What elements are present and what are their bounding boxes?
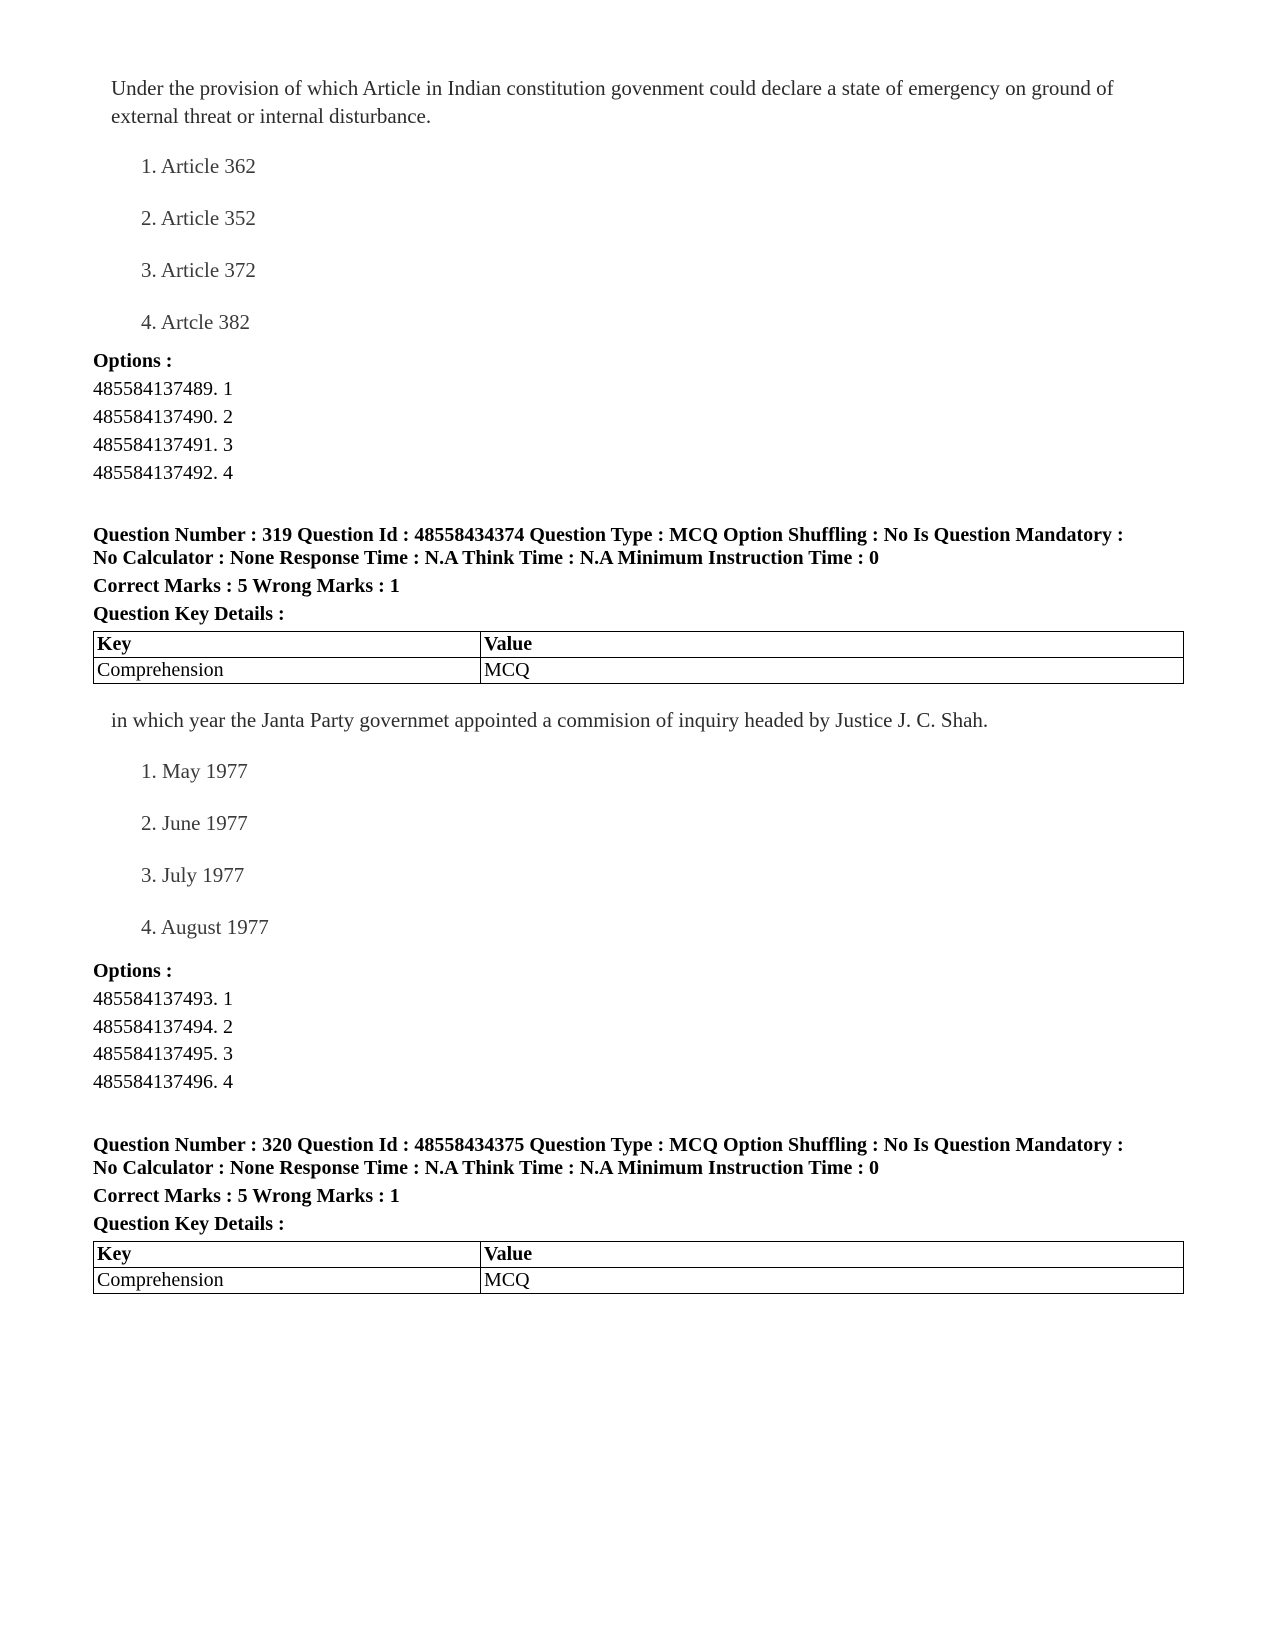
key-details-label: Question Key Details :: [93, 603, 285, 625]
table-cell-value: MCQ: [481, 658, 1184, 684]
option-id-line: 485584137496. 4: [93, 1071, 233, 1093]
key-value-table: [93, 1241, 1184, 1294]
question-meta-line1: Question Number : 319 Question Id : 48558434374 Question Type : MCQ Option Shuffling : No Is Question Mandatory :: [93, 524, 1124, 546]
option-id-line: 485584137489. 1: [93, 378, 233, 400]
table-header-value: Value: [481, 1242, 1184, 1268]
question-text-1: Under the provision of which Article in Indian constitution govenment could declare a state of emergency on ground of external threat or internal disturbance.: [111, 76, 1114, 128]
marks-line: Correct Marks : 5 Wrong Marks : 1: [93, 1185, 400, 1207]
options-label: Options :: [93, 960, 173, 982]
option-id-line: 485584137495. 3: [93, 1043, 233, 1065]
table-cell-value: MCQ: [481, 1268, 1184, 1294]
choice-item: 3. Article 372: [141, 258, 256, 282]
question-meta: [93, 524, 1193, 570]
table-header-key: Key: [94, 1242, 481, 1268]
table-header-row: [94, 1242, 1184, 1268]
table-row: [94, 658, 1184, 684]
choice-item: 4. Artcle 382: [141, 310, 251, 334]
choice-item: 2. June 1977: [141, 811, 248, 835]
choice-item: 3. July 1977: [141, 863, 245, 887]
question-meta-line2: No Calculator : None Response Time : N.A Think Time : N.A Minimum Instruction Time : 0: [93, 547, 879, 569]
key-details-label: Question Key Details :: [93, 1213, 285, 1235]
question-meta: [93, 1134, 1193, 1180]
option-id-line: 485584137491. 3: [93, 434, 233, 456]
choice-item: 2. Article 352: [141, 206, 256, 230]
table-header-key: Key: [94, 632, 481, 658]
question-meta-line2: No Calculator : None Response Time : N.A Think Time : N.A Minimum Instruction Time : 0: [93, 1157, 879, 1179]
table-cell-key: Comprehension: [94, 658, 481, 684]
option-id-line: 485584137494. 2: [93, 1016, 233, 1038]
choice-item: 4. August 1977: [141, 915, 269, 939]
option-id-line: 485584137493. 1: [93, 988, 233, 1010]
table-cell-key: Comprehension: [94, 1268, 481, 1294]
option-id-line: 485584137492. 4: [93, 462, 233, 484]
option-id-line: 485584137490. 2: [93, 406, 233, 428]
question-text-319: in which year the Janta Party governmet appointed a commision of inquiry headed by Justice J. C. Shah.: [111, 708, 989, 732]
table-row: [94, 1268, 1184, 1294]
marks-line: Correct Marks : 5 Wrong Marks : 1: [93, 575, 400, 597]
choice-item: 1. May 1977: [141, 759, 248, 783]
key-value-table: [93, 631, 1184, 684]
choice-item: 1. Article 362: [141, 154, 256, 178]
options-label: Options :: [93, 350, 173, 372]
question-meta-line1: Question Number : 320 Question Id : 48558434375 Question Type : MCQ Option Shuffling : No Is Question Mandatory :: [93, 1134, 1124, 1156]
table-header-value: Value: [481, 632, 1184, 658]
table-header-row: [94, 632, 1184, 658]
